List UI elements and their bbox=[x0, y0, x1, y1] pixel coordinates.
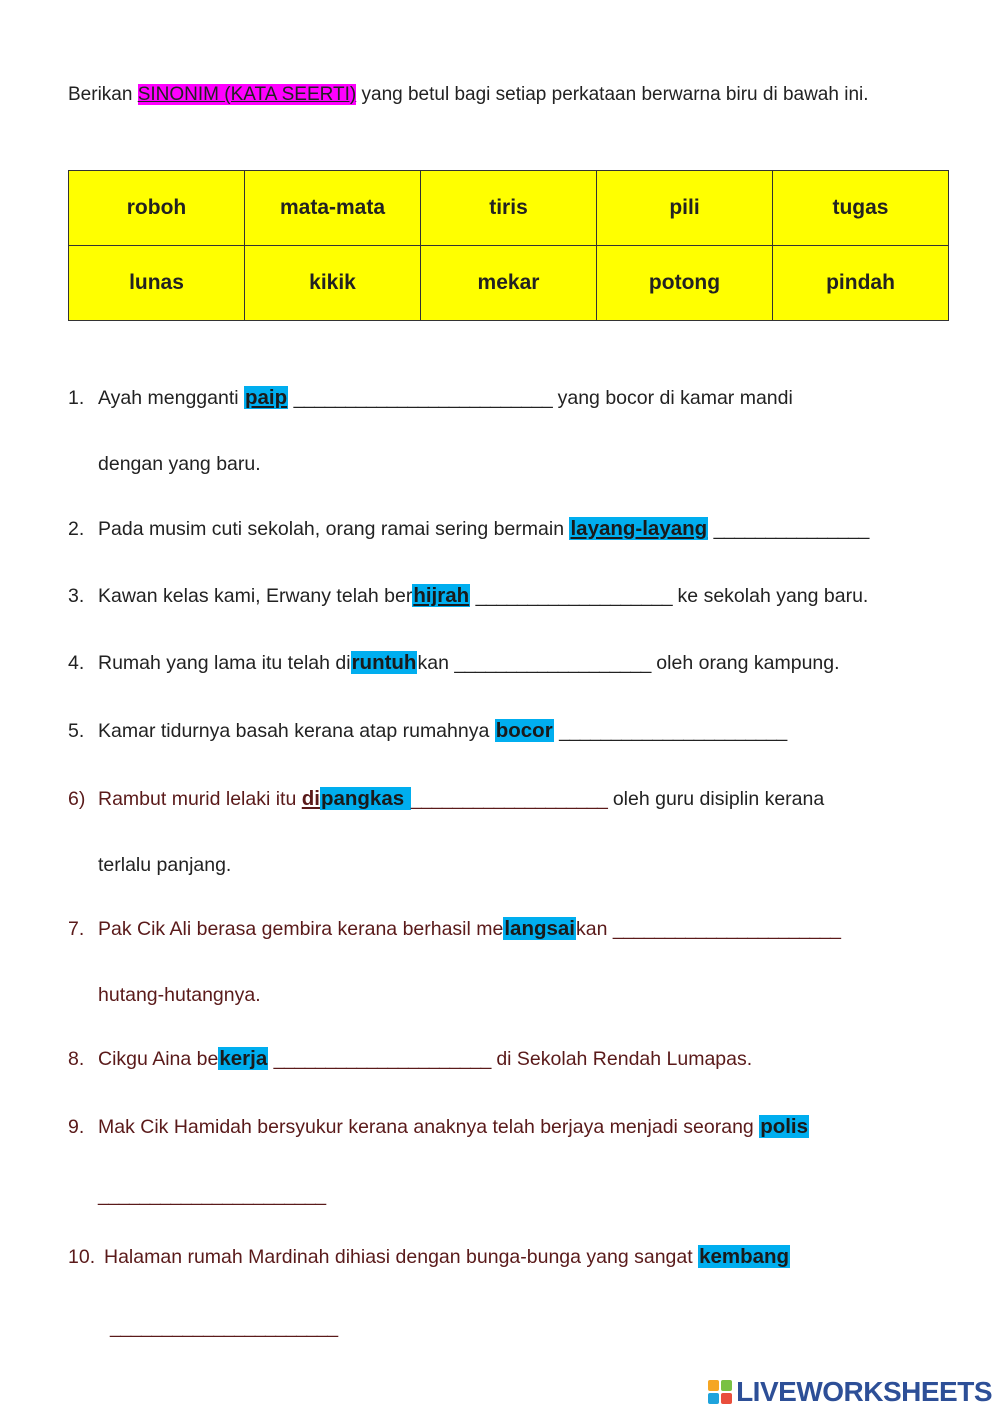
question-number: 8. bbox=[68, 1048, 85, 1070]
question-number: 9. bbox=[68, 1116, 85, 1138]
target-word: langsai bbox=[504, 917, 575, 940]
question-5 bbox=[68, 716, 787, 746]
answer-blank[interactable]: _____________________ bbox=[273, 1048, 491, 1070]
instruction-suffix: yang betul bagi setiap perkataan berwarna biru di bawah ini. bbox=[356, 84, 869, 105]
target-word: layang-layang bbox=[570, 517, 708, 540]
question-number: 6) bbox=[68, 788, 86, 810]
target-word: kembang bbox=[699, 1245, 790, 1268]
question-text: Rambut murid lelaki itu bbox=[98, 788, 302, 810]
question-text: Pak Cik Ali berasa gembira kerana berhasil me bbox=[98, 918, 504, 940]
question-number: 7. bbox=[68, 918, 85, 940]
word-bank-cell: tugas bbox=[773, 171, 949, 246]
answer-blank[interactable]: _______________ bbox=[713, 518, 869, 540]
word-bank-row bbox=[69, 171, 949, 246]
question-4 bbox=[68, 648, 840, 678]
question-8 bbox=[68, 1044, 752, 1074]
question-text-after: yang bocor di kamar mandi bbox=[552, 387, 793, 409]
question-1 bbox=[68, 383, 793, 413]
answer-blank[interactable]: ___________________ bbox=[454, 652, 651, 674]
question-number: 5. bbox=[68, 720, 85, 742]
question-10 bbox=[68, 1242, 790, 1272]
question-7-continuation: hutang-hutangnya. bbox=[98, 984, 261, 1006]
target-word: pangkas bbox=[320, 787, 410, 810]
instruction-prefix: Berikan bbox=[68, 84, 138, 105]
question-text: Cikgu Aina be bbox=[98, 1048, 219, 1070]
answer-blank[interactable]: ______________________ bbox=[612, 918, 841, 940]
question-text: Pada musim cuti sekolah, orang ramai sering bermain bbox=[98, 518, 570, 540]
word-bank-cell: tiris bbox=[421, 171, 597, 246]
target-word: kerja bbox=[219, 1047, 268, 1070]
word-bank-cell: potong bbox=[597, 246, 773, 321]
question-text-mid: kan bbox=[576, 918, 613, 940]
word-bank-cell: lunas bbox=[69, 246, 245, 321]
question-6 bbox=[68, 784, 824, 814]
answer-blank[interactable]: ______________________ bbox=[559, 720, 787, 742]
answer-blank[interactable]: _________________________ bbox=[293, 387, 553, 409]
question-text: Rumah yang lama itu telah di bbox=[98, 652, 351, 674]
question-6-continuation: terlalu panjang. bbox=[98, 854, 232, 876]
question-text: Ayah mengganti bbox=[98, 387, 244, 409]
question-text-after: oleh guru disiplin kerana bbox=[607, 788, 825, 810]
instruction-highlight: SINONIM (KATA SEERTI) bbox=[137, 84, 357, 105]
instruction bbox=[68, 76, 948, 114]
liveworksheets-logo-icon bbox=[708, 1380, 732, 1404]
question-number: 1. bbox=[68, 387, 85, 409]
word-bank-cell: kikik bbox=[245, 246, 421, 321]
question-text-after: di Sekolah Rendah Lumapas. bbox=[490, 1048, 753, 1070]
question-text: Mak Cik Hamidah bersyukur kerana anaknya telah berjaya menjadi seorang bbox=[98, 1116, 760, 1138]
liveworksheets-logo bbox=[708, 1377, 992, 1407]
word-bank-row bbox=[69, 246, 949, 321]
word-bank-cell: pili bbox=[597, 171, 773, 246]
question-text-after: ke sekolah yang baru. bbox=[672, 585, 869, 607]
question-1-continuation: dengan yang baru. bbox=[98, 453, 261, 475]
answer-blank[interactable]: ______________________ bbox=[98, 1184, 326, 1206]
target-word: bocor bbox=[495, 719, 553, 742]
question-9 bbox=[68, 1112, 809, 1142]
question-7 bbox=[68, 914, 840, 944]
target-word: runtuh bbox=[351, 651, 417, 674]
question-number: 3. bbox=[68, 585, 85, 607]
target-word: polis bbox=[760, 1115, 809, 1138]
question-number: 4. bbox=[68, 652, 85, 674]
question-3 bbox=[68, 581, 868, 611]
question-text: Halaman rumah Mardinah dihiasi dengan bunga-bunga yang sangat bbox=[104, 1246, 699, 1268]
question-number: 10. bbox=[68, 1246, 96, 1268]
answer-blank[interactable]: ______________________ bbox=[110, 1316, 338, 1338]
target-word: hijrah bbox=[413, 584, 470, 607]
word-bank-cell: pindah bbox=[773, 246, 949, 321]
answer-blank[interactable]: ___________________ bbox=[475, 585, 673, 607]
question-text: Kamar tidurnya basah kerana atap rumahnya bbox=[98, 720, 495, 742]
prefix-underlined: di bbox=[301, 787, 320, 810]
word-bank-cell: mekar bbox=[421, 246, 597, 321]
word-bank-table bbox=[68, 170, 949, 321]
question-text-after: oleh orang kampung. bbox=[650, 652, 840, 674]
logo-text: LIVEWORKSHEETS bbox=[736, 1376, 992, 1407]
word-bank-cell: roboh bbox=[69, 171, 245, 246]
word-bank-cell: mata-mata bbox=[245, 171, 421, 246]
target-word: paip bbox=[245, 386, 288, 409]
question-text: Kawan kelas kami, Erwany telah ber bbox=[98, 585, 413, 607]
question-text-mid: kan bbox=[417, 652, 455, 674]
answer-blank[interactable]: ___________________ bbox=[410, 788, 608, 810]
question-2 bbox=[68, 514, 869, 544]
question-number: 2. bbox=[68, 518, 85, 540]
